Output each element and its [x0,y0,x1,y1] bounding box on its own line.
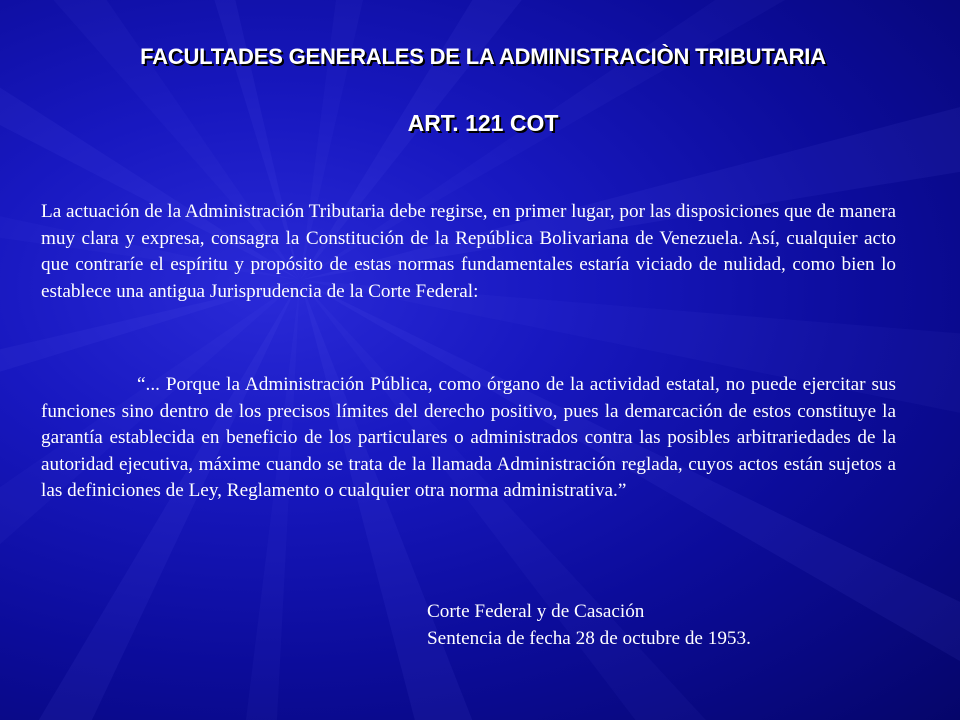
slide-title: FACULTADES GENERALES DE LA ADMINISTRACIÒN TRIBUTARIA [140,44,826,69]
jurisprudence-quote: “... Porque la Administración Pública, como órgano de la actividad estatal, no puede ejercitar sus funciones sino dentro de los precisos límites del derecho positivo, pues la demarcación de estos constituye la garantía establecida en beneficio de los particulares o administrados contra las posibles arbitrariedades de la autoridad ejecutiva, máxime cuando se trata de la llamada Administración reglada, cuyos actos están sujetos a las definiciones de Ley, Reglamento o cualquier otra norma administrativa.” [41,374,896,502]
citation [427,599,751,652]
citation-sentence: Sentencia de fecha 28 de octubre de 1953. [427,627,751,649]
slide-subtitle: ART. 121 COT [407,110,559,136]
citation-court: Corte Federal y de Casación [427,601,645,622]
intro-paragraph: La actuación de la Administración Tributaria debe regirse, en primer lugar, por las disposiciones que de manera muy clara y expresa, consagra la Constitución de la República Bolivariana de Venezuela. Así, cualquier acto que contraríe el espíritu y propósito de estas normas fundamentales estaría viciado de nulidad, como bien lo establece una antigua Jurisprudencia de la Corte Federal: [41,201,896,302]
